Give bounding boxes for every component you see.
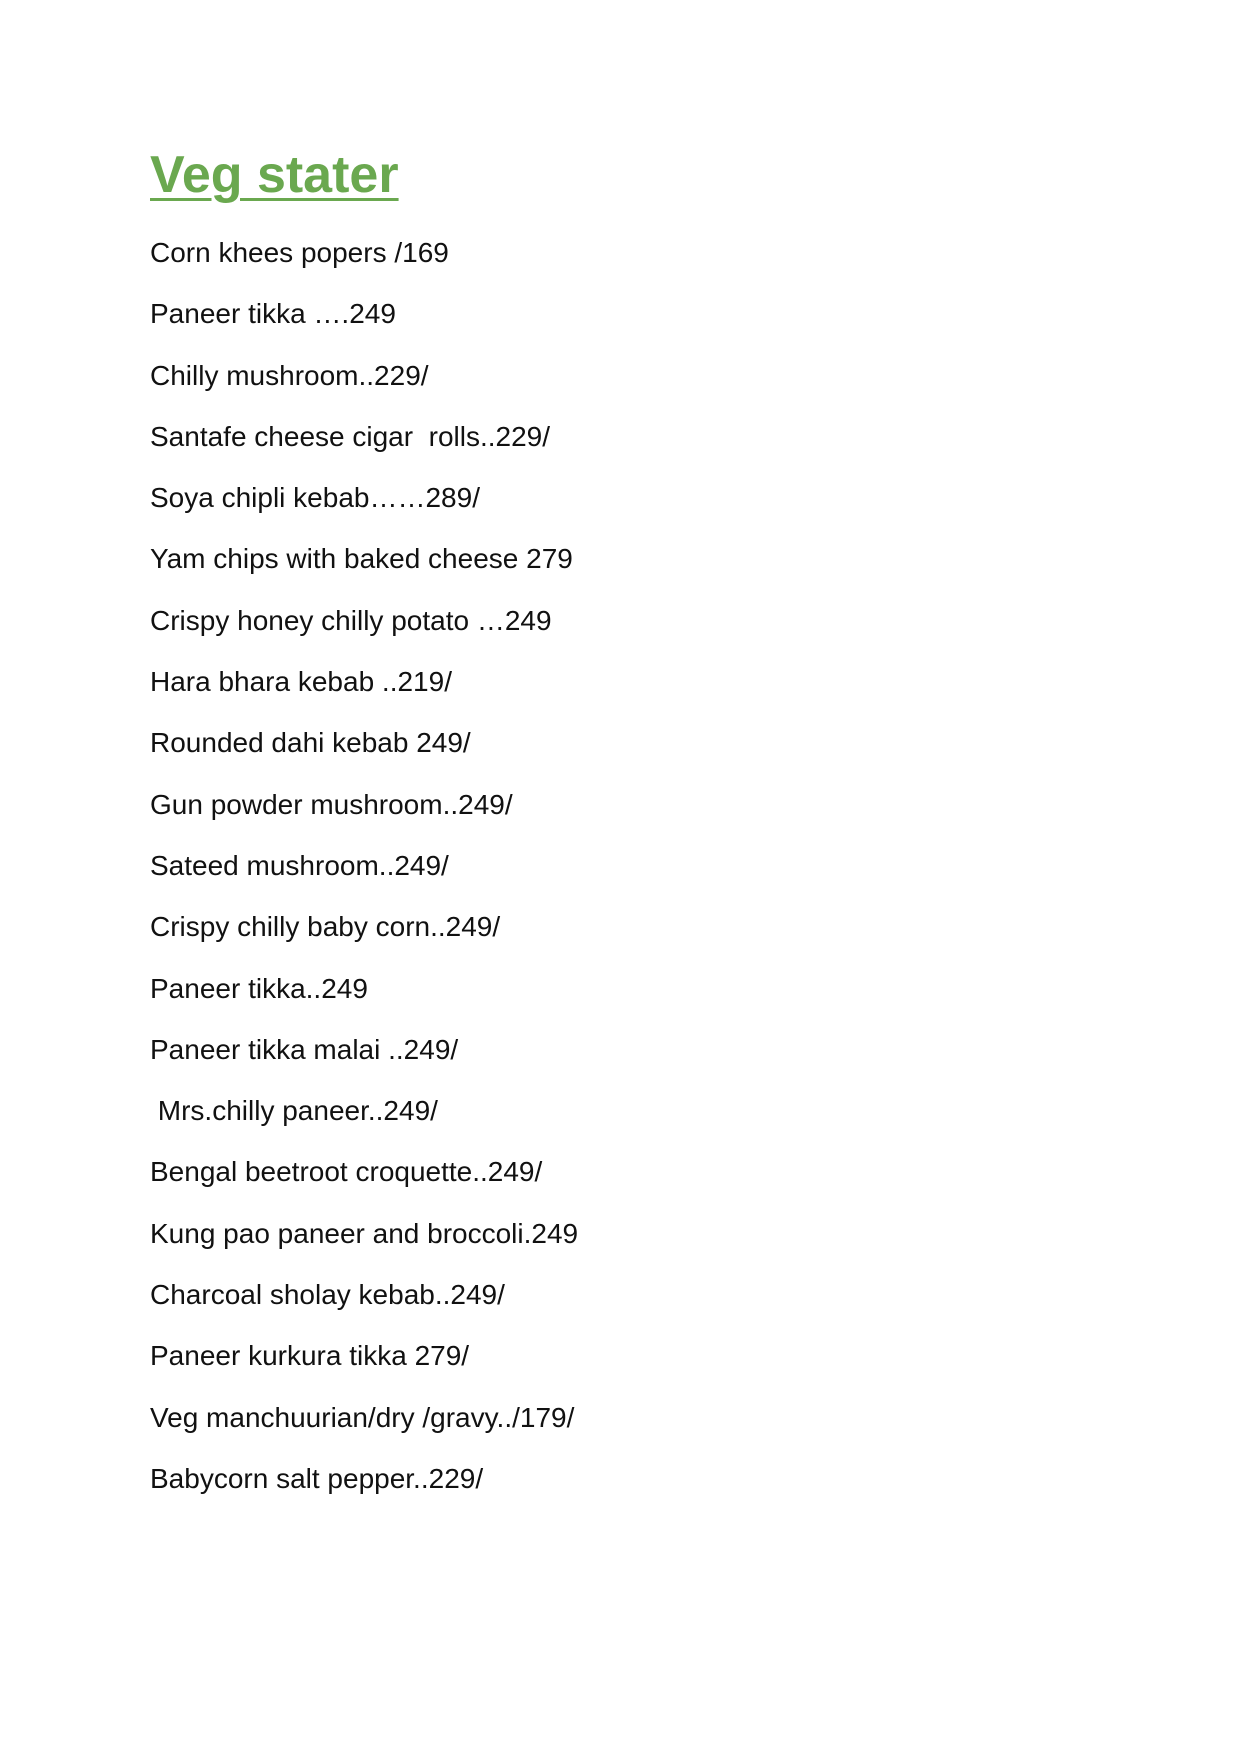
- menu-item: Corn khees popers /169: [150, 237, 449, 268]
- menu-item: Chilly mushroom..229/: [150, 359, 429, 391]
- menu-item: Crispy honey chilly potato …249: [150, 604, 552, 636]
- menu-item: Mrs.chilly paneer..249/: [150, 1095, 438, 1127]
- menu-item: Gun powder mushroom..249/: [150, 788, 513, 820]
- menu-item: Paneer tikka ….249: [150, 298, 396, 330]
- menu-item-list: [150, 222, 1050, 1509]
- menu-item: Kung pao paneer and broccoli.249: [150, 1217, 579, 1249]
- menu-item: Paneer tikka malai ..249/: [150, 1033, 459, 1065]
- menu-item: Paneer kurkura tikka 279/: [150, 1340, 470, 1372]
- menu-item: Charcoal sholay kebab..249/: [150, 1279, 505, 1311]
- menu-item: Soya chipli kebab……289/: [150, 482, 480, 514]
- menu-item: Bengal beetroot croquette..249/: [150, 1156, 543, 1188]
- menu-item: Veg manchuurian/dry /gravy../179/: [150, 1401, 575, 1433]
- menu-item: Yam chips with baked cheese 279: [150, 543, 573, 575]
- menu-page: [150, 140, 1050, 1509]
- menu-section-title: Veg stater: [150, 146, 399, 204]
- menu-item: Sateed mushroom..249/: [150, 849, 449, 881]
- menu-item: Crispy chilly baby corn..249/: [150, 911, 501, 943]
- menu-item: Hara bhara kebab ..219/: [150, 666, 452, 698]
- menu-item: Babycorn salt pepper..229/: [150, 1462, 484, 1494]
- menu-item: Paneer tikka..249: [150, 972, 368, 1004]
- menu-item: Santafe cheese cigar rolls..229/: [150, 420, 551, 452]
- menu-item: Rounded dahi kebab 249/: [150, 727, 471, 759]
